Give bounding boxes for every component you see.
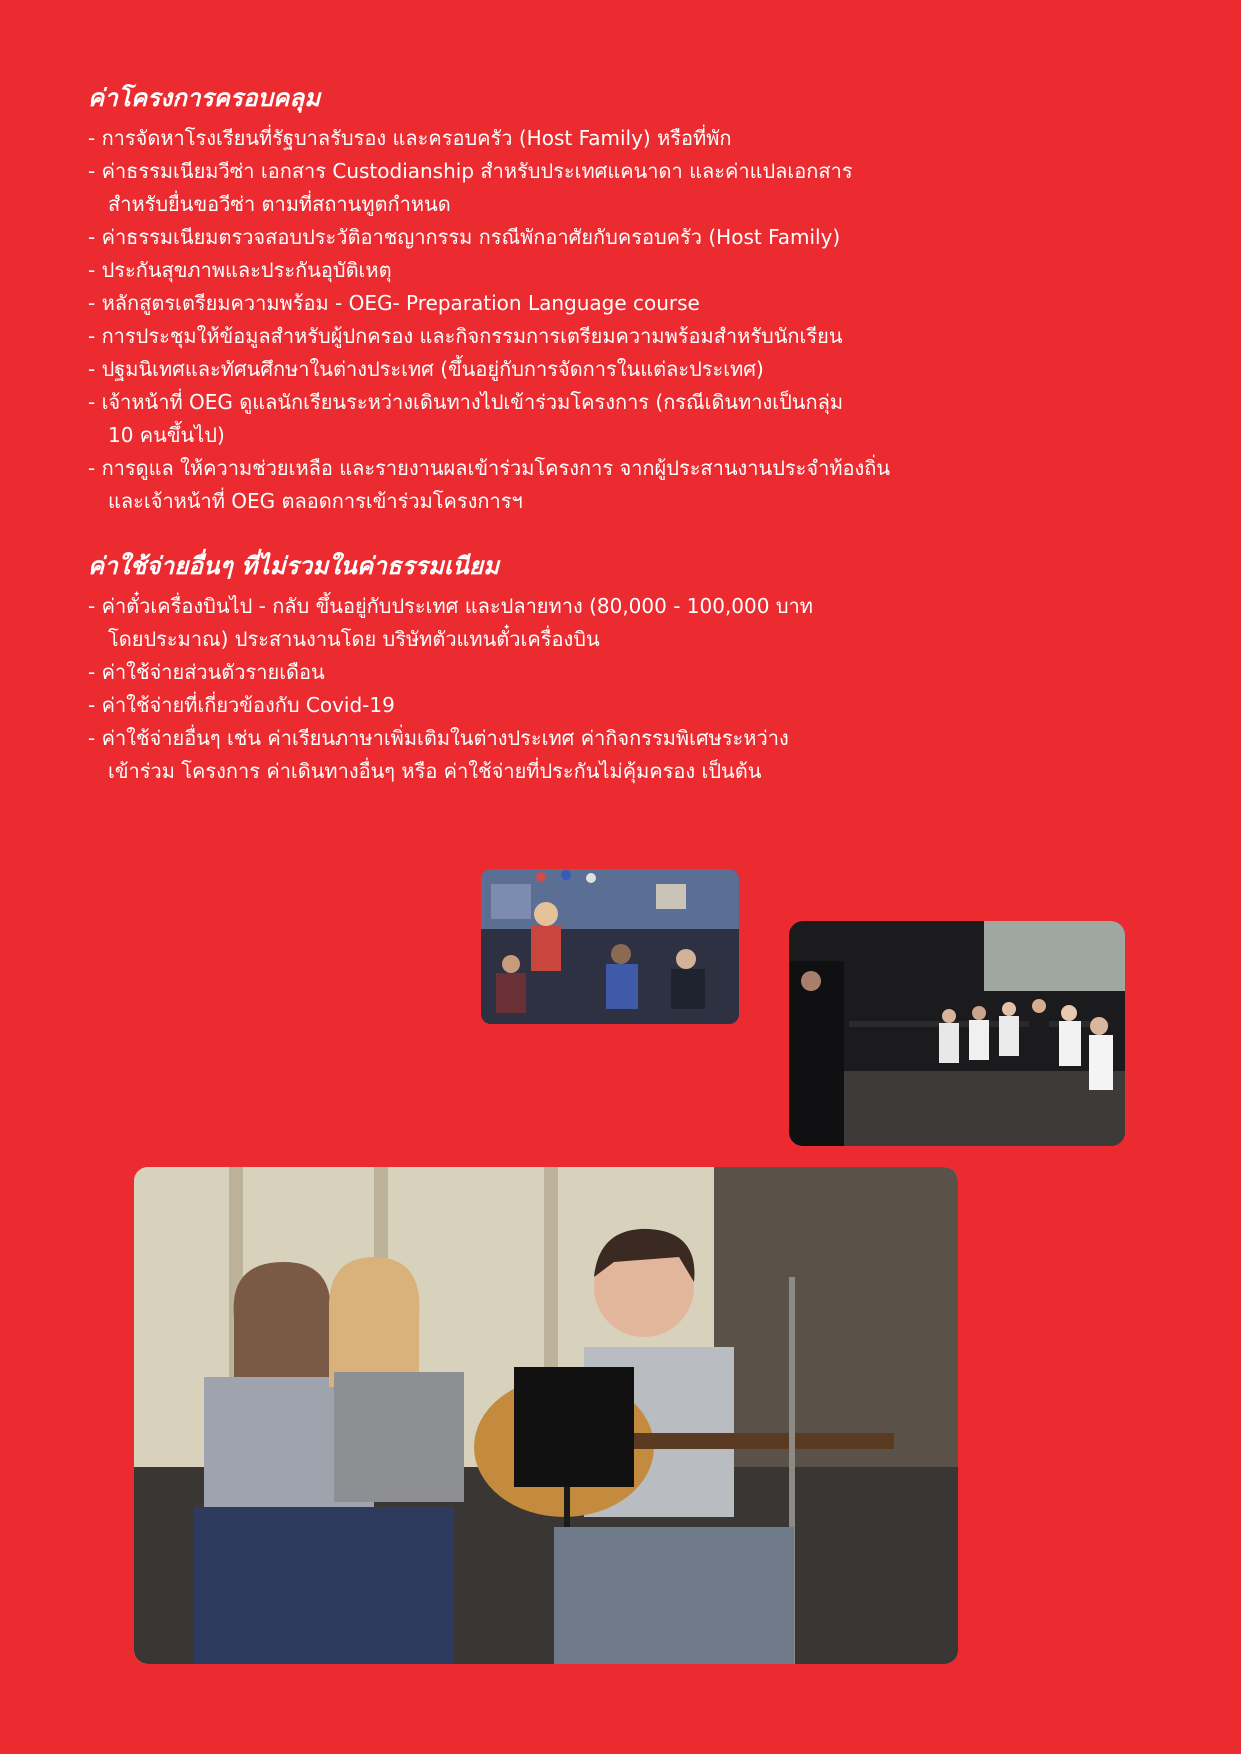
list-item: - ค่าใช้จ่ายส่วนตัวรายเดือน xyxy=(88,660,325,684)
excluded-list xyxy=(88,590,1168,788)
list-item: - ประกันสุขภาพและประกันอุบัติเหตุ xyxy=(88,258,392,282)
list-item-continuation: เข้าร่วม โครงการ ค่าเดินทางอื่นๆ หรือ ค่าใช้จ่ายที่ประกันไม่คุ้มครอง เป็นต้น xyxy=(108,759,762,783)
list-item-continuation: และเจ้าหน้าที่ OEG ตลอดการเข้าร่วมโครงการฯ xyxy=(108,489,523,513)
list-item: - การประชุมให้ข้อมูลสำหรับผู้ปกครอง และกิจกรรมการเตรียมความพร้อมสำหรับนักเรียน xyxy=(88,324,843,348)
list-item: - ค่าใช้จ่ายอื่นๆ เช่น ค่าเรียนภาษาเพิ่มเติมในต่างประเทศ ค่ากิจกรรมพิเศษระหว่าง xyxy=(88,726,789,750)
excluded-heading: ค่าใช้จ่ายอื่นๆ ที่ไม่รวมในค่าธรรมเนียม xyxy=(88,552,500,580)
list-item: - ค่าใช้จ่ายที่เกี่ยวข้องกับ Covid-19 xyxy=(88,693,395,717)
list-item-continuation: 10 คนขึ้นไป) xyxy=(108,423,225,447)
list-item: - การดูแล ให้ความช่วยเหลือ และรายงานผลเข้าร่วมโครงการ จากผู้ประสานงานประจำท้องถิ่น xyxy=(88,456,891,480)
covered-list xyxy=(88,122,1168,518)
covered-section xyxy=(88,82,1168,518)
concert-photo xyxy=(789,921,1125,1146)
covered-heading: ค่าโครงการครอบคลุม xyxy=(88,84,321,112)
students-guitar-photo xyxy=(134,1167,958,1664)
list-item: - หลักสูตรเตรียมความพร้อม - OEG- Preparation Language course xyxy=(88,291,700,315)
list-item: - ค่าธรรมเนียมวีซ่า เอกสาร Custodianship สำหรับประเทศแคนาดา และค่าแปลเอกสาร xyxy=(88,159,853,183)
party-photo xyxy=(481,869,739,1024)
list-item: - ค่าตั๋วเครื่องบินไป - กลับ ขึ้นอยู่กับประเทศ และปลายทาง (80,000 - 100,000 บาท xyxy=(88,594,813,618)
excluded-section xyxy=(88,550,1168,788)
list-item: - การจัดหาโรงเรียนที่รัฐบาลรับรอง และครอบครัว (Host Family) หรือที่พัก xyxy=(88,126,732,150)
list-item-continuation: โดยประมาณ) ประสานงานโดย บริษัทตัวแทนตั๋วเครื่องบิน xyxy=(108,627,600,651)
list-item: - ค่าธรรมเนียมตรวจสอบประวัติอาชญากรรม กรณีพักอาศัยกับครอบครัว (Host Family) xyxy=(88,225,841,249)
list-item: - เจ้าหน้าที่ OEG ดูแลนักเรียนระหว่างเดินทางไปเข้าร่วมโครงการ (กรณีเดินทางเป็นกลุ่ม xyxy=(88,390,844,414)
list-item-continuation: สำหรับยื่นขอวีซ่า ตามที่สถานทูตกำหนด xyxy=(108,192,451,216)
list-item: - ปฐมนิเทศและทัศนศึกษาในต่างประเทศ (ขึ้นอยู่กับการจัดการในแต่ละประเทศ) xyxy=(88,357,764,381)
